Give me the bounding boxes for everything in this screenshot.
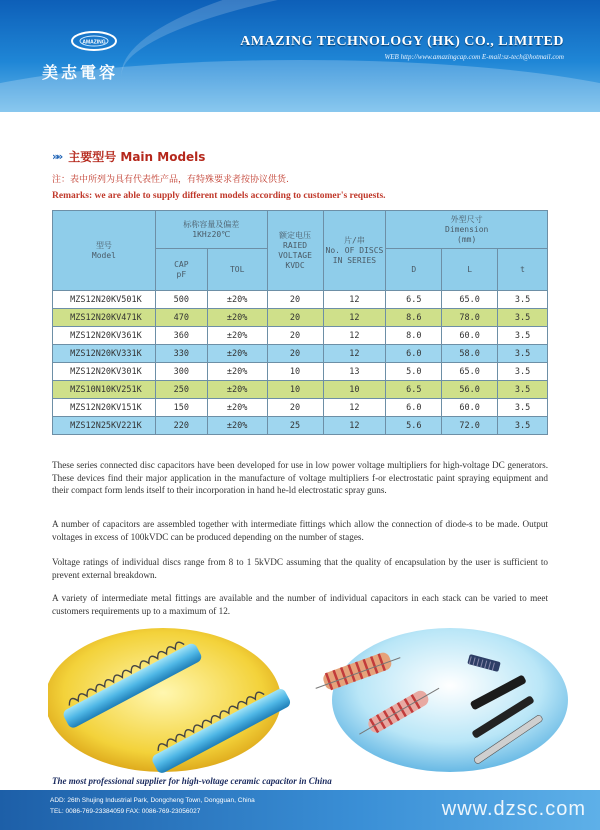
cell-cap: 150 xyxy=(155,399,207,417)
header-discs-cn: 片/串 xyxy=(344,235,365,245)
cell-model: MZS10N10KV251K xyxy=(53,381,156,399)
header-l: L xyxy=(442,249,498,291)
table-row xyxy=(53,399,548,417)
cell-d: 8.0 xyxy=(386,327,442,345)
models-table xyxy=(52,210,548,435)
product-photo xyxy=(48,628,568,773)
logo-mark-text: AMAZING xyxy=(82,39,106,46)
header-nominal-cn: 标称容量及偏差 xyxy=(183,219,240,229)
cell-model: MZS12N20KV361K xyxy=(53,327,156,345)
footer-address: ADD: 26th Shujing Industrial Park, Dongcheng Town, Dongguan, China xyxy=(50,797,255,804)
remarks-text: Remarks: we are able to supply different models according to customer's requests. xyxy=(52,191,386,201)
cell-cap: 220 xyxy=(155,417,207,435)
cell-kv: 10 xyxy=(267,363,323,381)
header-model-en: Model xyxy=(91,250,116,260)
tagline: The most professional supplier for high-voltage ceramic capacitor in China xyxy=(52,776,332,786)
cell-d: 5.0 xyxy=(386,363,442,381)
cell-model: MZS12N25KV221K xyxy=(53,417,156,435)
cell-d: 5.6 xyxy=(386,417,442,435)
cell-l: 60.0 xyxy=(442,327,498,345)
cell-model: MZS12N20KV331K xyxy=(53,345,156,363)
header-nominal xyxy=(155,211,267,249)
cell-d: 6.0 xyxy=(386,399,442,417)
cell-t: 3.5 xyxy=(498,291,548,309)
table-header-row xyxy=(53,211,548,249)
cell-l: 72.0 xyxy=(442,417,498,435)
section-title xyxy=(52,148,205,165)
cell-kv: 20 xyxy=(267,291,323,309)
page-header xyxy=(0,0,600,112)
cell-kv: 25 xyxy=(267,417,323,435)
cell-discs: 12 xyxy=(323,417,386,435)
cell-discs: 13 xyxy=(323,363,386,381)
cell-model: MZS12N20KV471K xyxy=(53,309,156,327)
table-row xyxy=(53,345,548,363)
cell-tol: ±20% xyxy=(207,363,267,381)
cell-cap: 500 xyxy=(155,291,207,309)
cell-kv: 10 xyxy=(267,381,323,399)
cell-l: 58.0 xyxy=(442,345,498,363)
header-discs xyxy=(323,211,386,291)
table-row xyxy=(53,417,548,435)
cell-l: 78.0 xyxy=(442,309,498,327)
cell-d: 6.5 xyxy=(386,291,442,309)
note-chinese: 注：表中所列为具有代表性产品，有特殊要求者按协议供货. xyxy=(52,175,289,185)
header-rated-cn: 额定电压 xyxy=(279,230,312,240)
cell-cap: 300 xyxy=(155,363,207,381)
header-model-cn: 型号 xyxy=(95,240,112,250)
cell-t: 3.5 xyxy=(498,399,548,417)
cell-cap: 250 xyxy=(155,381,207,399)
header-dimension xyxy=(386,211,548,249)
header-dim-cn: 外型尺寸 xyxy=(450,214,483,224)
cell-t: 3.5 xyxy=(498,309,548,327)
cell-model: MZS12N20KV501K xyxy=(53,291,156,309)
cell-discs: 12 xyxy=(323,399,386,417)
cell-t: 3.5 xyxy=(498,345,548,363)
cell-t: 3.5 xyxy=(498,327,548,345)
cell-kv: 20 xyxy=(267,345,323,363)
paragraph-intro: These series connected disc capacitors have been developed for use in low power voltage multipliers for high-voltage DC generators. These devices find their major application in the manufacture of voltage multipliers f-or electrostatic paint spraying equipment and their compact form lends itself to their incorporation in hand he-ld electrostatic spray guns. xyxy=(52,460,548,495)
cell-tol: ±20% xyxy=(207,381,267,399)
cell-discs: 12 xyxy=(323,345,386,363)
cell-cap: 330 xyxy=(155,345,207,363)
footer-phone-fax: TEL: 0086-769-23384059 FAX: 0086-769-23056027 xyxy=(50,808,201,815)
cell-l: 56.0 xyxy=(442,381,498,399)
double-chevron-icon: »» xyxy=(52,150,61,163)
cell-l: 65.0 xyxy=(442,363,498,381)
company-logo-icon xyxy=(70,30,118,52)
cell-tol: ±20% xyxy=(207,327,267,345)
cell-kv: 20 xyxy=(267,327,323,345)
cell-l: 60.0 xyxy=(442,399,498,417)
cell-tol: ±20% xyxy=(207,345,267,363)
cell-tol: ±20% xyxy=(207,417,267,435)
cell-discs: 12 xyxy=(323,327,386,345)
header-cap-label: CAP xyxy=(174,259,189,269)
paragraph-voltage-ratings: Voltage ratings of individual discs range from 8 to 1 5kVDC assuming that the quality of encapsulation by the user is sufficient to prevent external breakdown. xyxy=(52,557,548,580)
cell-t: 3.5 xyxy=(498,363,548,381)
cell-d: 8.6 xyxy=(386,309,442,327)
cell-tol: ±20% xyxy=(207,399,267,417)
cell-l: 65.0 xyxy=(442,291,498,309)
cell-kv: 20 xyxy=(267,399,323,417)
paragraph-fittings: A variety of intermediate metal fittings are available and the number of individual capacitors in each stack can be varied to meet customers requirements up to a maximum of 12. xyxy=(52,593,548,616)
cell-cap: 360 xyxy=(155,327,207,345)
cell-tol: ±20% xyxy=(207,309,267,327)
paragraph-assembly: A number of capacitors are assembled together with intermediate fittings which allow the connection of diode-s to be made. Output voltages in excess of 100kVDC can be produced depending on the number of stages. xyxy=(52,519,548,542)
cell-t: 3.5 xyxy=(498,417,548,435)
web-contact-line: WEB http://www.amazingcap.com E-mail:sz-tech@hotmail.com xyxy=(384,53,564,61)
logo-chinese-name: 美志電容 xyxy=(42,63,119,82)
cell-model: MZS12N20KV151K xyxy=(53,399,156,417)
cell-d: 6.5 xyxy=(386,381,442,399)
header-cap xyxy=(155,249,207,291)
table-row xyxy=(53,381,548,399)
table-row xyxy=(53,363,548,381)
table-row xyxy=(53,291,548,309)
page-footer xyxy=(0,790,600,830)
cell-discs: 12 xyxy=(323,291,386,309)
company-name: AMAZING TECHNOLOGY (HK) CO., LIMITED xyxy=(240,34,564,49)
header-t: t xyxy=(498,249,548,291)
cell-cap: 470 xyxy=(155,309,207,327)
header-d: D xyxy=(386,249,442,291)
cell-kv: 20 xyxy=(267,309,323,327)
header-tol: TOL xyxy=(207,249,267,291)
cell-discs: 10 xyxy=(323,381,386,399)
section-title-text: 主要型号 Main Models xyxy=(68,150,206,164)
header-rated-en: RAIED VOLTAGE KVDC xyxy=(278,240,312,270)
cell-model: MZS12N20KV301K xyxy=(53,363,156,381)
header-cap-unit: pF xyxy=(176,269,187,279)
cell-d: 6.0 xyxy=(386,345,442,363)
header-model xyxy=(53,211,156,291)
header-nominal-en: 1KHz20℃ xyxy=(192,229,231,239)
table-row xyxy=(53,327,548,345)
cell-tol: ±20% xyxy=(207,291,267,309)
header-dim-unit: (mm) xyxy=(457,234,477,244)
cell-t: 3.5 xyxy=(498,381,548,399)
header-rated-voltage xyxy=(267,211,323,291)
watermark: www.dzsc.com xyxy=(441,798,586,820)
header-dim-en: Dimension xyxy=(445,224,489,234)
table-row xyxy=(53,309,548,327)
cell-discs: 12 xyxy=(323,309,386,327)
header-discs-en: No. OF DISCS IN SERIES xyxy=(325,245,384,265)
